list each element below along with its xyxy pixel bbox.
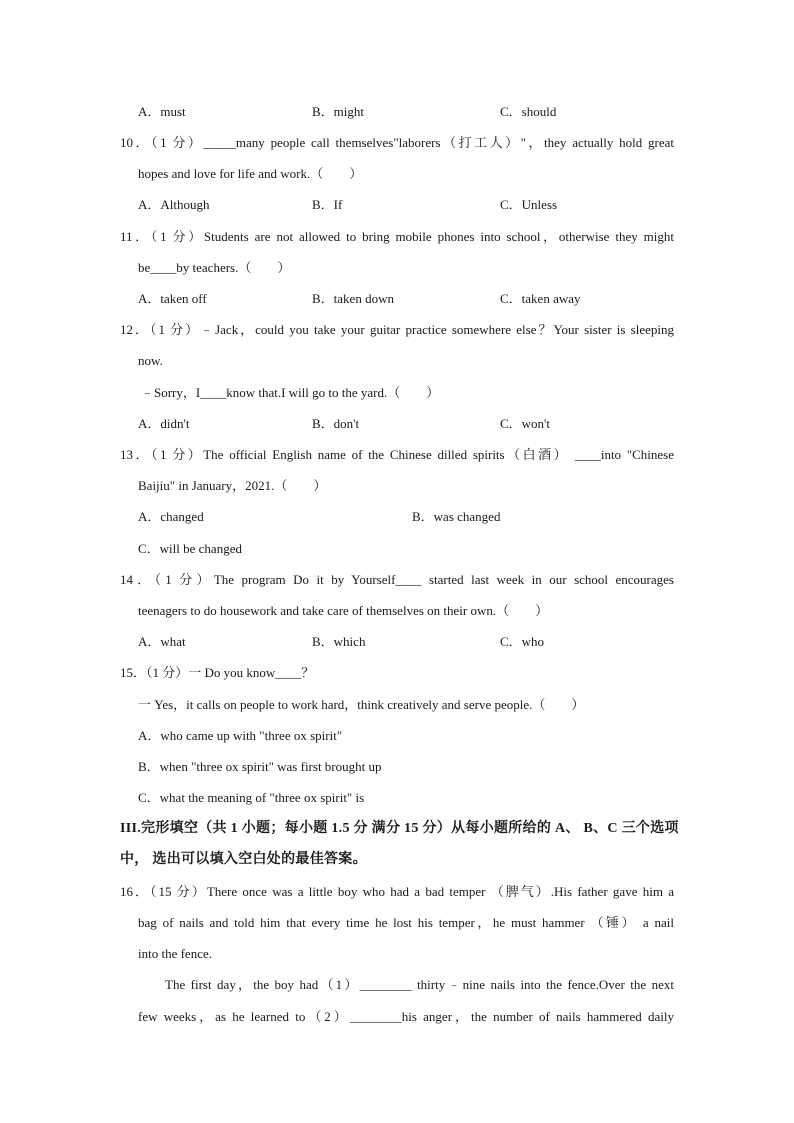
- q11-option-a: A．taken off: [138, 291, 207, 306]
- q12-option-b: B．don't: [312, 416, 360, 431]
- q14-stem-line1: 14．（1 分）The program Do it by Yourself____ started last week in our school encourages: [120, 572, 674, 587]
- q12-stem-line1: 12．（1 分）﹣Jack，could you take your guitar practice somewhere else？Your sister is sleeping: [120, 322, 674, 337]
- q11-stem-line1: 11．（1 分）Students are not allowed to bring mobile phones into school，otherwise they might: [120, 229, 674, 244]
- q13-option-b: B．was changed: [412, 509, 501, 524]
- q11-option-c: C．taken away: [500, 291, 581, 306]
- q12-option-a: A．didn't: [138, 416, 190, 431]
- q14-option-b: B．which: [312, 634, 366, 649]
- q11-stem-line2: be____by teachers.（ ）: [138, 260, 291, 275]
- q16-passage-line3: into the fence.: [138, 946, 212, 961]
- q13-stem-line2: Baijiu" in January，2021.（ ）: [138, 478, 327, 493]
- q10-option-c: C．Unless: [500, 197, 558, 212]
- q14-option-a: A．what: [138, 634, 186, 649]
- q11-option-b: B．taken down: [312, 291, 394, 306]
- q15-stem-line2: 一 Yes，it calls on people to work hard，think creatively and serve people.（ ）: [138, 697, 585, 712]
- q16-passage-line2: bag of nails and told him that every time he lost his temper，he must hammer （锤） a nail: [138, 915, 674, 930]
- q16-passage-line5: few weeks，as he learned to（2）________his anger，the number of nails hammered daily: [138, 1009, 674, 1024]
- q16-passage-line1: 16．（15 分）There once was a little boy who had a bad temper （脾气）.His father gave him a: [120, 884, 674, 899]
- q13-option-c: C．will be changed: [138, 541, 242, 556]
- q16-passage-line4: The first day，the boy had（1）________ thirty﹣nine nails into the fence.Over the next: [165, 977, 674, 992]
- q13-stem-line1: 13．（1 分）The official English name of the Chinese dilled spirits（白酒） ____into "Chinese: [120, 447, 674, 462]
- q12-stem-line3: ﹣Sorry，I____know that.I will go to the yard.（ ）: [141, 385, 440, 400]
- q15-stem-line1: 15．（1 分）一 Do you know____？: [120, 665, 315, 680]
- q10-option-a: A．Although: [138, 197, 210, 212]
- q9-option-b: B．might: [312, 104, 365, 119]
- q10-stem-line2: hopes and love for life and work.（ ）: [138, 166, 363, 181]
- q15-option-c: C．what the meaning of "three ox spirit" is: [138, 790, 365, 805]
- q10-option-b: B．If: [312, 197, 343, 212]
- section3-heading-line2: 中， 选出可以填入空白处的最佳答案。: [120, 852, 367, 867]
- q9-option-a: A．must: [138, 104, 186, 119]
- section3-heading-line1: III.完形填空（共 1 小题；每小题 1.5 分 满分 15 分）从每小题所给的 A、 B、C 三个选项: [120, 821, 679, 836]
- q12-option-c: C．won't: [500, 416, 551, 431]
- q12-stem-line2: now.: [138, 353, 163, 368]
- q9-option-c: C．should: [500, 104, 557, 119]
- q14-stem-line2: teenagers to do housework and take care of themselves on their own.（ ）: [138, 603, 549, 618]
- q15-option-b: B．when "three ox spirit" was first brought up: [138, 759, 382, 774]
- q10-stem-line1: 10．（1 分）_____many people call themselves"laborers（打工人）"，they actually hold great: [120, 135, 674, 150]
- q14-option-c: C．who: [500, 634, 545, 649]
- q13-option-a: A．changed: [138, 509, 204, 524]
- q15-option-a: A．who came up with "three ox spirit": [138, 728, 343, 743]
